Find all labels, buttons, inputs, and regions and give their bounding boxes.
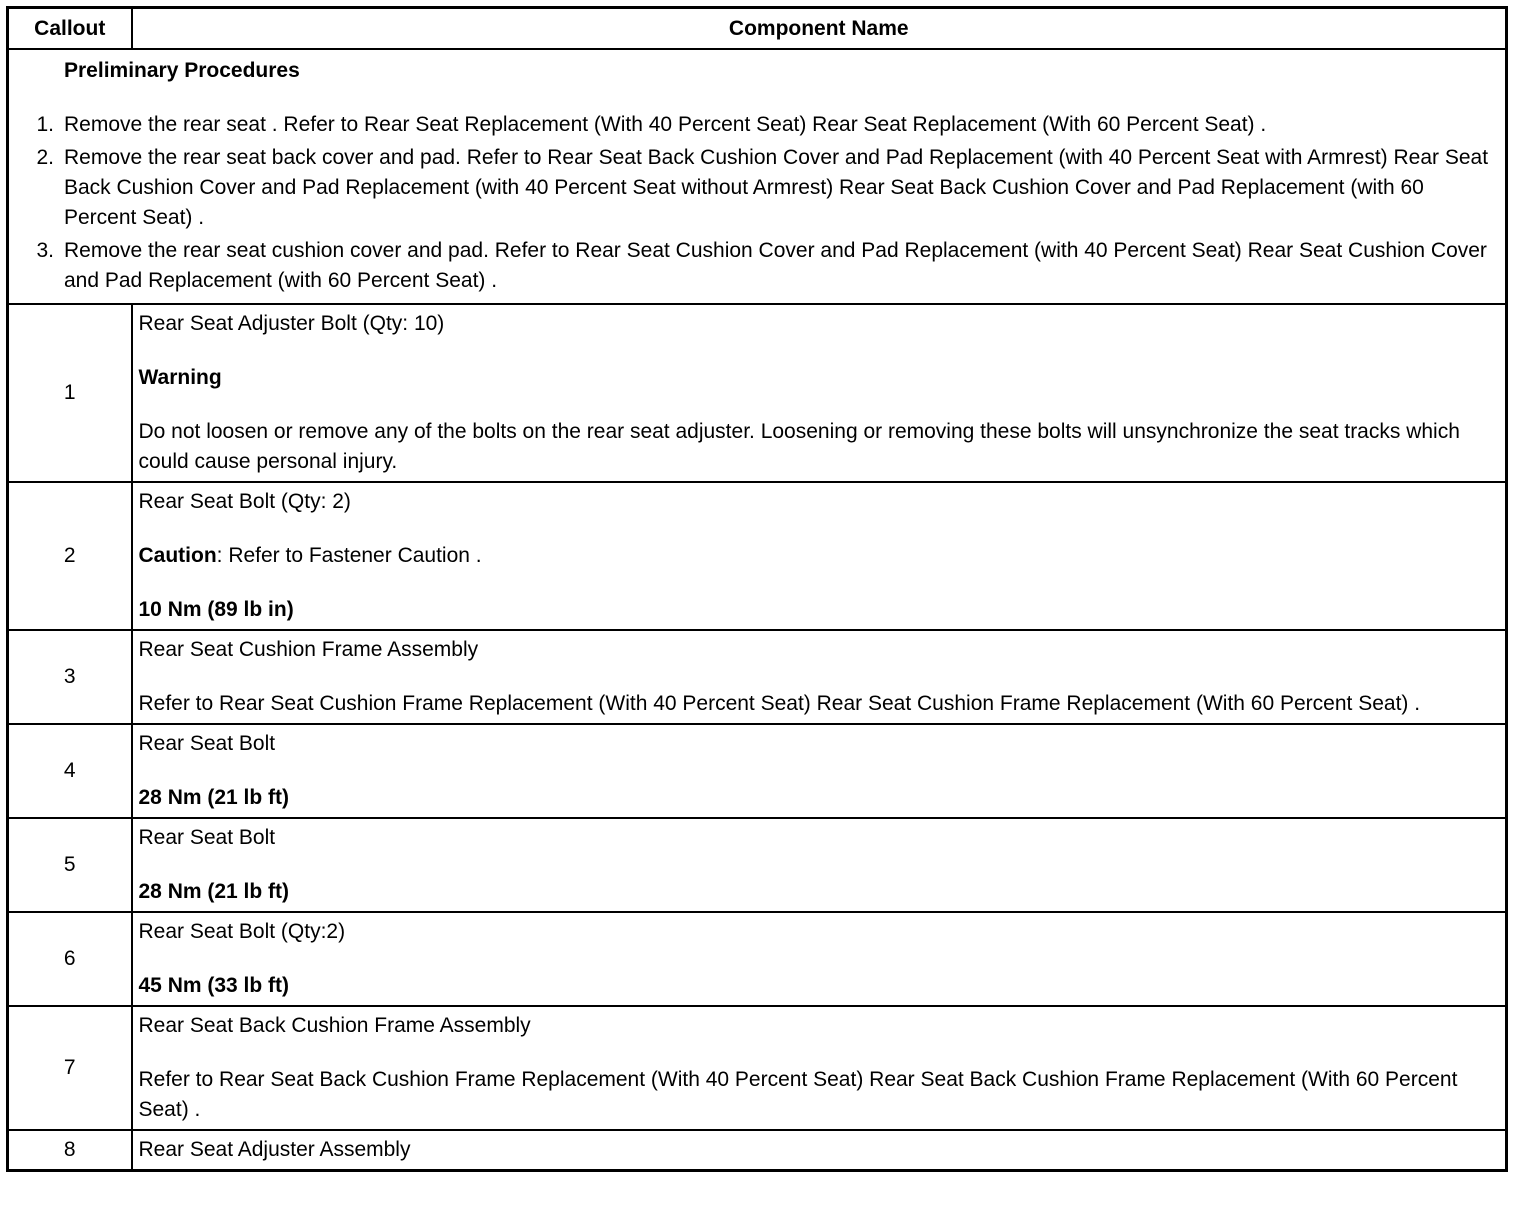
table-row: [8, 630, 1507, 724]
list-item: [23, 236, 1491, 296]
caution-text: : Refer to Fastener Caution .: [216, 544, 482, 567]
component-cell: [132, 1006, 1507, 1130]
component-cell: [132, 304, 1507, 482]
step-text: Remove the rear seat back cover and pad. Refer to Rear Seat Back Cushion Cover and Pad Replacement (with 40 Percent Seat with Armrest) Rear Seat Back Cushion Cover and Pad Replacement (with 40 Percent Seat without Armrest) Rear Seat Back Cushion Cover and Pad Replacement (with 60 Percent Seat) .: [64, 146, 1489, 229]
preliminary-row: [8, 49, 1507, 304]
component-table: [6, 6, 1508, 1172]
component-cell: [132, 482, 1507, 630]
caution-line: [139, 541, 1496, 571]
component-cell: [132, 630, 1507, 724]
component-name: Rear Seat Bolt (Qty:2): [138, 920, 346, 943]
callout-cell: 7: [8, 1006, 132, 1130]
component-name-header: Component Name: [132, 8, 1507, 50]
table-row: [8, 482, 1507, 630]
component-name: Rear Seat Adjuster Bolt (Qty: 10): [138, 312, 445, 335]
header-row: [8, 8, 1507, 50]
step-text: Remove the rear seat . Refer to Rear Seat Replacement (With 40 Percent Seat) Rear Seat Replacement (With 60 Percent Seat) .: [64, 113, 1267, 136]
callout-cell: 2: [8, 482, 132, 630]
table-row: [8, 912, 1507, 1006]
component-cell: [132, 724, 1507, 818]
table-row: [8, 1130, 1507, 1171]
callout-cell: 1: [8, 304, 132, 482]
callout-cell: 4: [8, 724, 132, 818]
torque-spec: 10 Nm (89 lb in): [138, 598, 294, 621]
component-name: Rear Seat Back Cushion Frame Assembly: [138, 1014, 531, 1037]
reference-note: Refer to Rear Seat Cushion Frame Replacement (With 40 Percent Seat) Rear Seat Cushion Frame Replacement (With 60 Percent Seat) .: [138, 692, 1421, 715]
callout-cell: 5: [8, 818, 132, 912]
torque-spec: 28 Nm (21 lb ft): [138, 880, 290, 903]
step-text: Remove the rear seat cushion cover and pad. Refer to Rear Seat Cushion Cover and Pad Replacement (with 40 Percent Seat) Rear Seat Cushion Cover and Pad Replacement (with 60 Percent Seat) .: [64, 239, 1487, 292]
component-name: Rear Seat Bolt (Qty: 2): [138, 490, 351, 513]
component-name: Rear Seat Bolt: [138, 826, 276, 849]
component-cell: [132, 818, 1507, 912]
table-row: [8, 724, 1507, 818]
step-number: 2.: [36, 146, 54, 169]
torque-spec: 45 Nm (33 lb ft): [138, 974, 290, 997]
step-number: 1.: [36, 113, 54, 136]
table-row: [8, 1006, 1507, 1130]
preliminary-procedures: [8, 49, 1507, 304]
callout-cell: 6: [8, 912, 132, 1006]
warning-label: Warning: [138, 366, 222, 389]
callout-cell: 3: [8, 630, 132, 724]
component-name: Rear Seat Adjuster Assembly: [138, 1138, 411, 1161]
list-item: [23, 143, 1491, 233]
preliminary-steps: [23, 110, 1491, 296]
component-name: Rear Seat Bolt: [138, 732, 276, 755]
preliminary-title: Preliminary Procedures: [64, 59, 300, 82]
table-row: [8, 304, 1507, 482]
callout-header: Callout: [8, 8, 132, 50]
list-item: [23, 110, 1491, 140]
warning-text: Do not loosen or remove any of the bolts on the rear seat adjuster. Loosening or removing these bolts will unsynchronize the seat tracks which could cause personal injury.: [138, 420, 1460, 473]
reference-note: Refer to Rear Seat Back Cushion Frame Replacement (With 40 Percent Seat) Rear Seat Back Cushion Frame Replacement (With 60 Percent Seat) .: [138, 1068, 1458, 1121]
callout-cell: 8: [8, 1130, 132, 1171]
component-name: Rear Seat Cushion Frame Assembly: [138, 638, 479, 661]
caution-label: Caution: [138, 544, 217, 567]
table-row: [8, 818, 1507, 912]
component-cell: [132, 912, 1507, 1006]
step-number: 3.: [36, 239, 54, 262]
torque-spec: 28 Nm (21 lb ft): [138, 786, 290, 809]
component-cell: [132, 1130, 1507, 1171]
